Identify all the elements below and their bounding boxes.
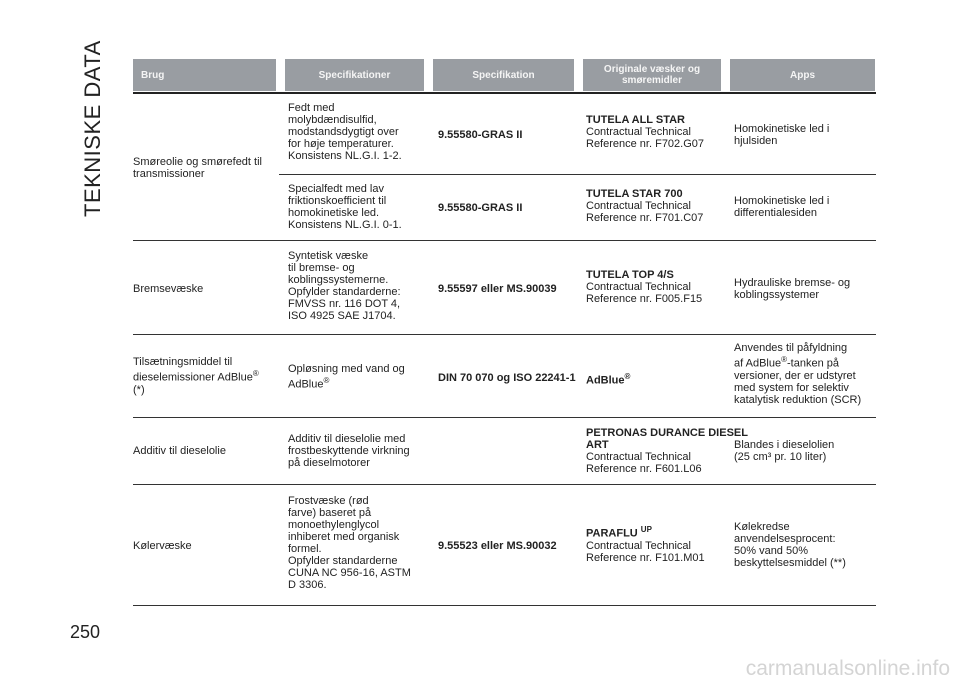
header-fluids: Originale væsker og smøremidler	[583, 59, 721, 91]
fluid-cell: AdBlue®	[586, 372, 631, 387]
use-cell: Bremsevæske	[133, 283, 204, 295]
apps-cell: Homokinetiske led i hjulsiden	[734, 123, 830, 147]
specs-cell: Syntetisk væske til bremse- og koblingssystemerne. Opfylder standarderne: FMVSS nr. 116 DOT 4, ISO 4925 SAE J1704.	[288, 250, 401, 322]
table-row	[133, 485, 876, 606]
table-row	[133, 241, 876, 335]
lubricants-table	[133, 59, 876, 606]
apps-cell: Anvendes til påfyldning af AdBlue®-tanken på versioner, der er udstyret med system for selektiv katalytisk reduktion (SCR)	[734, 342, 862, 406]
fluid-cell: PETRONAS DURANCE DIESEL ART Contractual Technical Reference nr. F601.L06	[586, 427, 748, 475]
table-row	[133, 335, 876, 418]
side-title: TEKNISKE DATA	[80, 40, 105, 217]
header-use: Brug	[133, 59, 276, 91]
footer-watermark: carmanualsonline.info	[745, 657, 950, 680]
spec-cell: 9.55597 eller MS.90039	[438, 283, 557, 295]
sub-row	[279, 174, 876, 241]
fluid-cell: TUTELA ALL STAR Contractual Technical Reference nr. F702.G07	[586, 114, 705, 150]
specs-cell: Fedt med molybdændisulfid, modstandsdygtigt over for høje temperaturer. Konsistens NL.G.I. 1-2.	[288, 102, 402, 162]
spec-cell: 9.55523 eller MS.90032	[438, 540, 557, 552]
apps-cell: Kølekredse anvendelsesprocent: 50% vand 50% beskyttelsesmiddel (**)	[734, 521, 846, 569]
specs-cell: Specialfedt med lav friktionskoefficient til homokinetiske led. Konsistens NL.G.I. 0-1.	[288, 183, 402, 231]
fluid-cell: TUTELA TOP 4/S Contractual Technical Reference nr. F005.F15	[586, 269, 703, 305]
specs-cell: Additiv til dieselolie med frostbeskyttende virkning på dieselmotorer	[288, 433, 410, 469]
spec-cell: DIN 70 070 og ISO 22241-1	[438, 372, 576, 384]
apps-cell: Homokinetiske led i differentialesiden	[734, 195, 830, 219]
table-header	[133, 59, 876, 91]
use-cell: Additiv til dieselolie	[133, 445, 226, 457]
spec-cell: 9.55580-GRAS II	[438, 202, 523, 214]
use-cell: Tilsætningsmiddel til dieselemissioner AdBlue® (*)	[133, 356, 259, 396]
header-apps: Apps	[730, 59, 875, 91]
table-row	[133, 418, 876, 485]
use-cell: Smøreolie og smørefedt til transmissioner	[133, 156, 262, 180]
spec-cell: 9.55580-GRAS II	[438, 129, 523, 141]
header-specification: Specifikation	[433, 59, 574, 91]
specs-cell: Opløsning med vand og AdBlue®	[288, 363, 405, 391]
header-specifications: Specifikationer	[285, 59, 424, 91]
sub-row	[279, 94, 876, 174]
use-cell: Kølervæske	[133, 540, 192, 552]
table-row	[133, 94, 876, 241]
fluid-cell: TUTELA STAR 700 Contractual Technical Reference nr. F701.C07	[586, 188, 704, 224]
specs-cell: Frostvæske (rød farve) baseret på monoethylenglycol inhiberet med organisk formel. Opfylder standarderne CUNA NC 956-16, ASTM D 3306.	[288, 495, 411, 591]
apps-cell: Hydrauliske bremse- og koblingssystemer	[734, 277, 851, 301]
fluid-cell: PARAFLU $^{UP}$ Contractual Technical Reference nr. F101.M01	[586, 525, 705, 564]
page-number: 250	[70, 622, 101, 642]
apps-cell: Blandes i dieselolien (25 cm³ pr. 10 liter)	[734, 439, 835, 463]
